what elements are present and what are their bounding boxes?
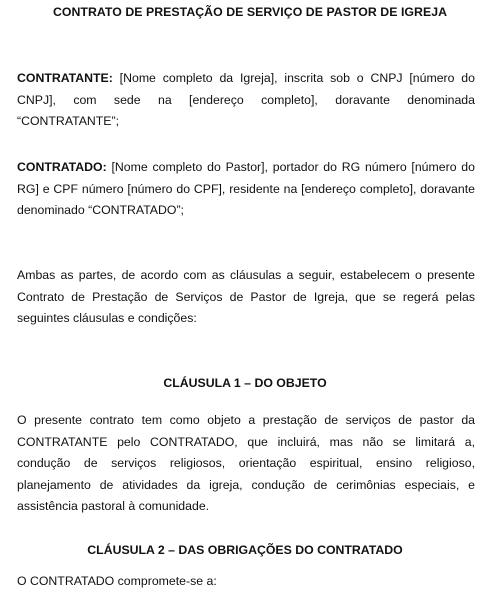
contratante-paragraph [17, 68, 475, 133]
contratado-paragraph [17, 157, 475, 222]
clausula1-paragraph: O presente contrato tem como objeto a prestação de serviços de pastor da CONTRATANTE pelo CONTRATADO, que incluirá, mas não se limitará a, condução de serviços religiosos, orientação espiritual, ensino religioso, planejamento de atividades da igreja, condução de cerimônias especiais, e assistência pastoral à comunidade. [17, 413, 475, 513]
contratado-label: CONTRATADO: [17, 160, 107, 174]
document-title: CONTRATO DE PRESTAÇÃO DE SERVIÇO DE PASTOR DE IGREJA [52, 5, 448, 19]
contratante-text: [Nome completo da Igreja], inscrita sob o CNPJ [número do CNPJ], com sede na [endereço completo], doravante denominada “CONTRATANTE”; [17, 71, 475, 128]
clausula1-heading: CLÁUSULA 1 – DO OBJETO [163, 376, 327, 390]
intro-paragraph: Ambas as partes, de acordo com as cláusulas a seguir, estabelecem o presente Contrato de Prestação de Serviços de Pastor de Igreja, que se regerá pelas seguintes cláusulas e condições: [17, 268, 475, 325]
clausula2-heading: CLÁUSULA 2 – DAS OBRIGAÇÕES DO CONTRATADO [87, 543, 403, 557]
contratante-label: CONTRATANTE: [17, 71, 113, 85]
clausula2-paragraph: O CONTRATADO compromete-se a: [17, 574, 217, 588]
contratado-text: [Nome completo do Pastor], portador do RG número [número do RG] e CPF número [número do CPF], residente na [endereço completo], doravante denominado “CONTRATADO”; [17, 160, 475, 217]
